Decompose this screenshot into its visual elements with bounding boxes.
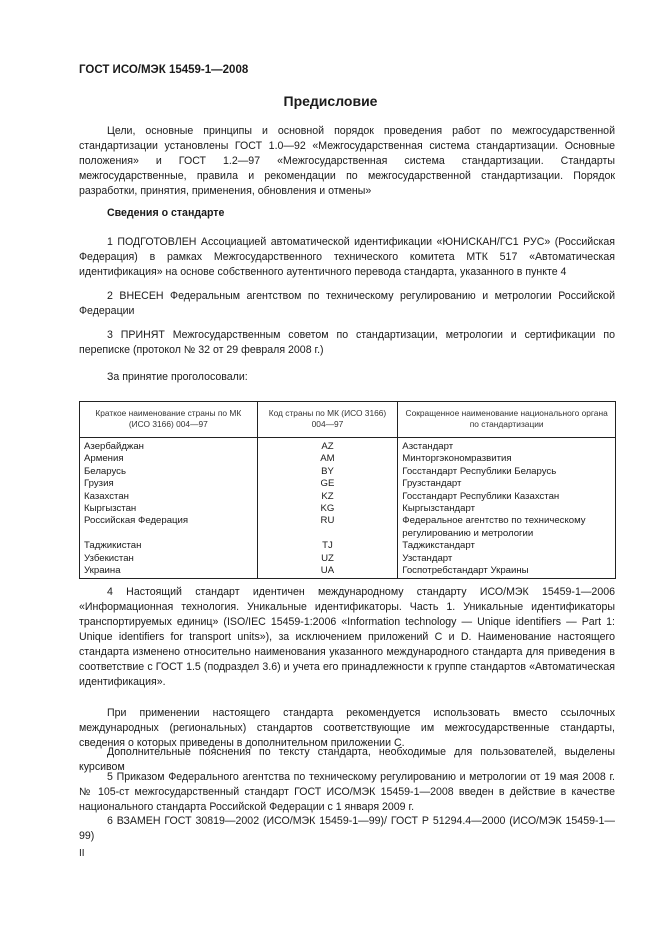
country-code-cell: UZ [257,553,398,565]
item-4-note-italics: Дополнительные пояснения по тексту стандарта, необходимые для пользователей, выделены курсивом [79,746,615,773]
item-5-paragraph: 5 Приказом Федерального агентства по техническому регулированию и метрологии от 19 мая 2008 г. № 105-ст межгосударственный стандарт ГОСТ ИСО/МЭК 15459-1—2008 введен в действие в качестве национального стандарта Российской Федерации с 1 января 2009 г. [79,771,615,813]
country-code-cell: GE [257,478,398,490]
vote-intro: За принятие проголосовали: [107,371,248,383]
country-code-cell: BY [257,466,398,478]
country-code-cell: AZ [257,438,398,454]
standards-body-cell: Азстандарт [398,438,616,454]
header-country-code: Код страны по МК (ИСО 3166) 004—97 [257,402,398,438]
table-row [80,515,616,540]
table-row [80,553,616,565]
country-name-cell: Армения [80,453,258,465]
country-code-cell: KZ [257,491,398,503]
page-number: II [79,848,85,859]
table-header-row [80,402,616,438]
standards-body-cell: Госстандарт Республики Беларусь [398,466,616,478]
intro-paragraph: Цели, основные принципы и основной порядок проведения работ по межгосударственной стандартизации установлены ГОСТ 1.0—92 «Межгосударственная система стандартизации. Основные положения» и ГОСТ 1.2—97 «Межгосударственная система стандартизации. Стандарты межгосударственные, правила и рекомендации по межгосударственной стандартизации. Порядок разработки, принятия, применения, обновления и отмены» [79,125,615,197]
item-2-paragraph: 2 ВНЕСЕН Федеральным агентством по техническому регулированию и метрологии Российской Федерации [79,290,615,317]
table-row [80,565,616,579]
standards-body-cell: Федеральное агентство по техническому регулированию и метрологии [398,515,616,540]
item-1-paragraph: 1 ПОДГОТОВЛЕН Ассоциацией автоматической идентификации «ЮНИСКАН/ГС1 РУС» (Российская Федерация) в рамках Межгосударственного технического комитета МТК 517 «Автоматическая идентификация» на основе собственного аутентичного перевода стандарта, указанного в пункте 4 [79,236,615,278]
table-row [80,491,616,503]
standards-body-cell: Кыргызстандарт [398,503,616,515]
country-code-cell: UA [257,565,398,579]
standards-body-cell: Госстандарт Республики Казахстан [398,491,616,503]
section-heading: Сведения о стандарте [107,207,225,219]
table-row [80,478,616,490]
country-name-cell: Казахстан [80,491,258,503]
standards-body-cell: Грузстандарт [398,478,616,490]
country-name-cell: Узбекистан [80,553,258,565]
standards-body-cell: Таджикстандарт [398,540,616,552]
country-name-cell: Российская Федерация [80,515,258,540]
country-code-cell: RU [257,515,398,540]
header-standards-body: Сокращенное наименование национального органа по стандартизации [398,402,616,438]
country-name-cell: Беларусь [80,466,258,478]
country-code-cell: TJ [257,540,398,552]
document-header-id: ГОСТ ИСО/МЭК 15459-1—2008 [79,64,249,76]
voting-table [79,401,616,579]
table-row [80,503,616,515]
table-row [80,540,616,552]
item-4-note-references: При применении настоящего стандарта рекомендуется использовать вместо ссылочных международных (региональных) стандартов соответствующие им межгосударственные стандарты, сведения о которых приведены в дополнительном приложении С. [79,707,615,749]
header-country-name: Краткое наименование страны по МК (ИСО 3166) 004—97 [80,402,258,438]
country-code-cell: AM [257,453,398,465]
country-code-cell: KG [257,503,398,515]
country-name-cell: Украина [80,565,258,579]
standards-body-cell: Госпотребстандарт Украины [398,565,616,579]
item-4-paragraph: 4 Настоящий стандарт идентичен международному стандарту ИСО/МЭК 15459-1—2006 «Информационная технология. Уникальные идентификаторы. Часть 1. Уникальные идентификаторы транспортируемых единиц» (ISO/IEC 15459-1:2006 «Information technology — Unique identifiers — Part 1: Unique identifiers for transport units»), за исключением приложений С и D. Наименование настоящего стандарта изменено относительно наименования указанного международного стандарта для приведения в соответствие с ГОСТ 1.5 (подраздел 3.6) и учета его принадлежности к группе стандартов «Автоматическая идентификация». [79,586,615,688]
item-6-paragraph: 6 ВЗАМЕН ГОСТ 30819—2002 (ИСО/МЭК 15459-1—99)/ ГОСТ Р 51294.4—2000 (ИСО/МЭК 15459-1—99) [79,815,615,842]
item-3-paragraph: 3 ПРИНЯТ Межгосударственным советом по стандартизации, метрологии и сертификации по переписке (протокол № 32 от 29 февраля 2008 г.) [79,329,615,356]
country-name-cell: Грузия [80,478,258,490]
country-name-cell: Таджикистан [80,540,258,552]
table-row [80,453,616,465]
country-name-cell: Кыргызстан [80,503,258,515]
page-title: Предисловие [283,93,378,109]
table-row [80,438,616,454]
country-name-cell: Азербайджан [80,438,258,454]
standards-body-cell: Минторгэкономразвития [398,453,616,465]
standards-body-cell: Узстандарт [398,553,616,565]
table-row [80,466,616,478]
